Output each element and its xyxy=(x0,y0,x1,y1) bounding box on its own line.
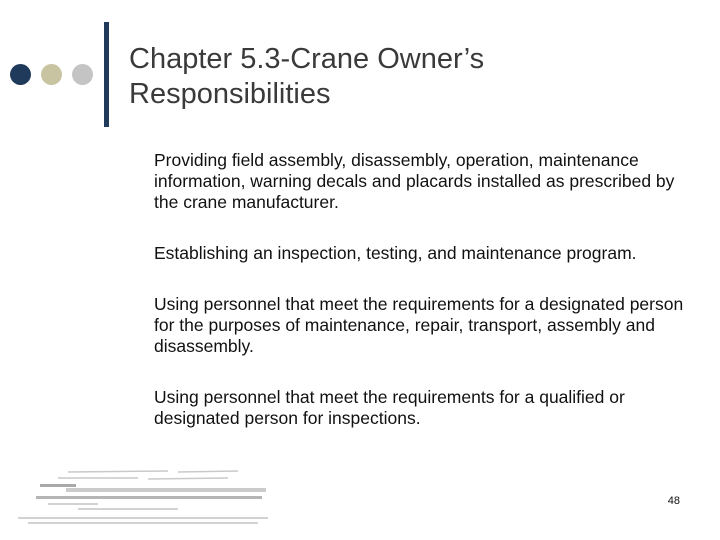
bullet-item-3: Using personnel that meet the requirements for a designated person for the purposes of maintenance, repair, transport, assembly and disassembly. xyxy=(154,294,684,356)
bullet-item-2: Establishing an inspection, testing, and maintenance program. xyxy=(154,243,637,263)
decorative-dots xyxy=(10,64,98,86)
page-number: 48 xyxy=(667,495,680,507)
title-divider-bar xyxy=(104,22,109,127)
faded-document-logo-icon xyxy=(18,466,280,528)
bullet-item-1: Providing field assembly, disassembly, operation, maintenance information, warning decals and placards installed as prescribed by the crane manufacturer. xyxy=(154,150,675,212)
bullet-item-4: Using personnel that meet the requirements for a qualified or designated person for inspections. xyxy=(154,387,625,428)
dot-gray-icon xyxy=(72,64,93,85)
dot-beige-icon xyxy=(41,64,62,85)
slide-title: Chapter 5.3-Crane Owner’s Responsibilities xyxy=(129,43,485,110)
dot-dark-icon xyxy=(10,64,31,85)
bullet-list xyxy=(154,150,684,459)
